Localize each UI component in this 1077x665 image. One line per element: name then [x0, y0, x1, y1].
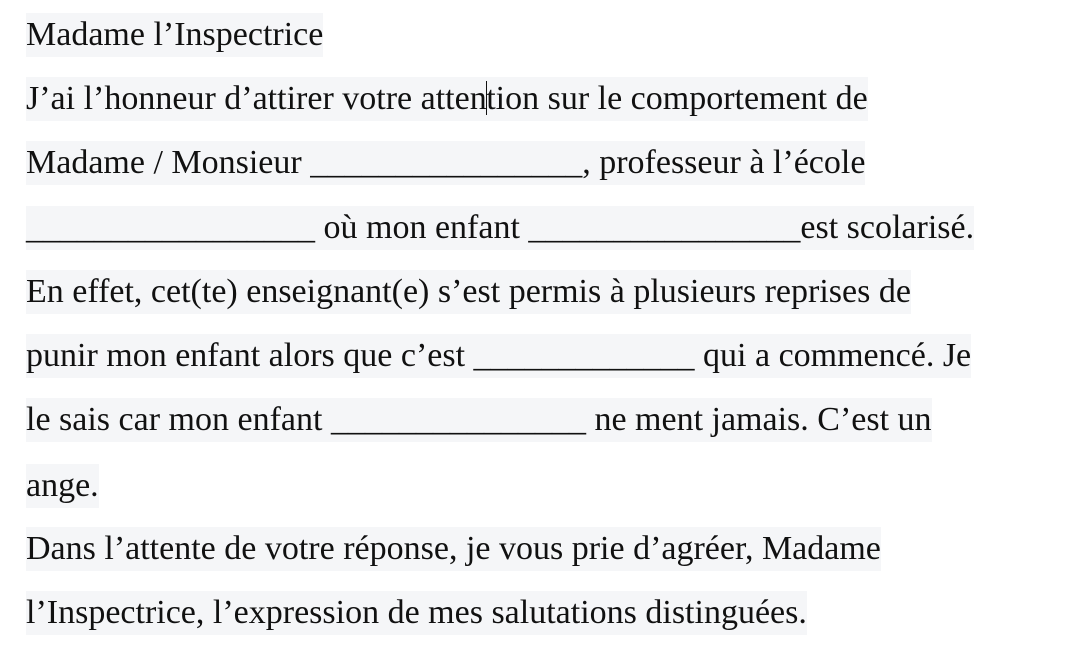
- text-line-with-cursor[interactable]: [26, 77, 868, 121]
- text-line[interactable]: ange.: [26, 464, 99, 508]
- text-before-cursor: J’ai l’honneur d’attirer votre atten: [26, 80, 487, 117]
- text-line[interactable]: l’Inspectrice, l’expression de mes salutations distinguées.: [26, 591, 807, 635]
- text-line[interactable]: Madame / Monsieur ________________, professeur à l’école: [26, 141, 865, 185]
- salutation-line[interactable]: Madame l’Inspectrice: [26, 13, 323, 57]
- text-line[interactable]: _________________ où mon enfant ________________est scolarisé.: [26, 206, 974, 250]
- text-line[interactable]: Dans l’attente de votre réponse, je vous prie d’agréer, Madame: [26, 527, 881, 571]
- text-line[interactable]: punir mon enfant alors que c’est _____________ qui a commencé. Je: [26, 334, 971, 378]
- text-line[interactable]: En effet, cet(te) enseignant(e) s’est permis à plusieurs reprises de: [26, 270, 911, 314]
- text-after-cursor: tion sur le comportement de: [486, 80, 868, 117]
- text-line[interactable]: le sais car mon enfant _______________ ne ment jamais. C’est un: [26, 398, 932, 442]
